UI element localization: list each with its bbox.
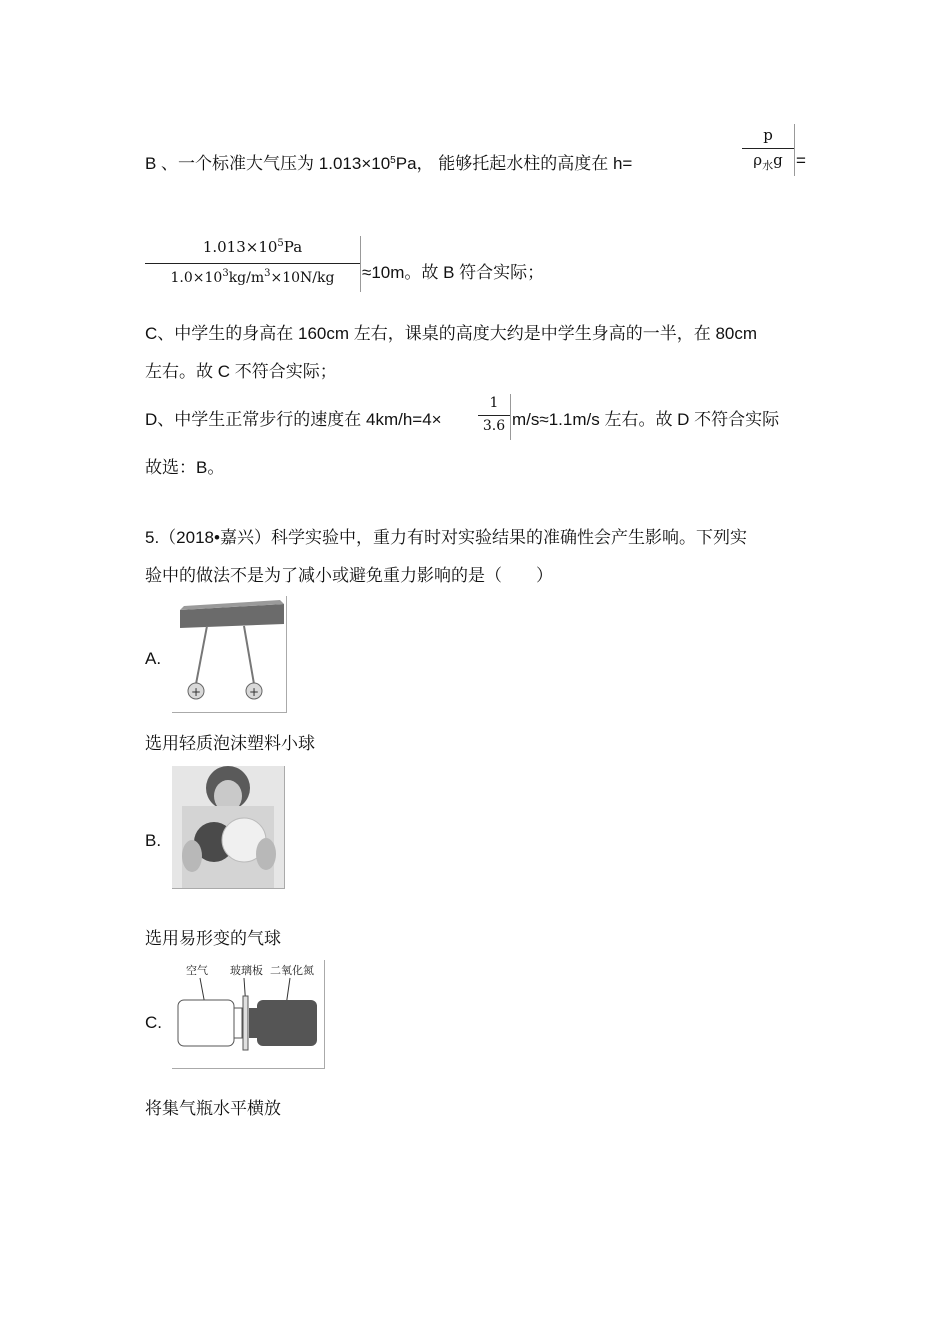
balloon-photo-image [172,766,284,888]
choice-b-figure [172,766,285,889]
fraction-d-numerator: 1 [489,395,499,411]
rho-symbol: ρ [753,151,763,169]
svg-text:+: + [249,685,260,699]
choice-b-caption: 选用易形变的气球 [145,929,281,948]
choice-c-label: C. [145,1013,162,1032]
question-5-line1: 5.（2018•嘉兴）科学实验中，重力有时对实验结果的准确性会产生影响。下列实 [145,528,747,547]
fig-label-no2: 二氧化氮 [270,964,314,977]
choice-a-caption: 选用轻质泡沫塑料小球 [145,734,315,753]
choice-c-caption: 将集气瓶水平横放 [145,1099,281,1118]
option-b-exp: 5 [390,155,396,166]
option-c-line2: 左右。故 C 不符合实际； [145,362,337,381]
fraction-denominator [742,151,794,173]
fig-label-air: 空气 [186,964,208,977]
option-d-suffix: m/s≈1.1m/s 左右。故 D 不符合实际 [512,410,780,429]
fraction-1-over-3-6 [478,394,511,440]
option-b-line [145,150,632,175]
option-b-result: ≈10m。故 B 符合实际； [362,263,545,282]
fraction-numerator: p [763,126,773,144]
foam-balls-image [172,596,286,712]
option-c-line1: C、中学生的身高在 160cm 左右，课桌的高度大约是中学生身高的一半，在 80cm [145,324,758,343]
option-b-prefix: B 、一个标准大气压为 1.013×10 [145,154,391,173]
choice-a-label: A. [145,649,162,668]
option-b-suffix: Pa， 能够托起水柱的高度在 h= [395,154,633,173]
pressure-fraction [145,236,361,292]
question-5-line2: 验中的做法不是为了减小或避免重力影响的是（ ） [145,566,553,585]
pressure-fraction-numerator: $1.013\times 10^5Pa$ [202,238,303,256]
svg-text:+: + [191,685,202,699]
equals-sign: = [796,151,806,170]
fraction-p-over-rho-g [742,124,795,176]
choice-c-figure [172,960,325,1069]
fig-label-glass: 玻璃板 [230,964,263,977]
answer-line: 故选：B。 [145,458,225,477]
pressure-fraction-denominator: $1.0\times 10^3kg/m^3\times 10N/kg$ [170,268,335,286]
choice-b-label: B. [145,831,162,850]
choice-a-figure [172,596,287,713]
g-symbol: g [773,151,783,169]
rho-subscript: 水 [762,159,774,172]
option-d-prefix: D、中学生正常步行的速度在 4km/h=4× [145,410,442,429]
gas-bottles-image [172,960,324,1068]
fraction-d-denominator: 3.6 [482,418,506,434]
